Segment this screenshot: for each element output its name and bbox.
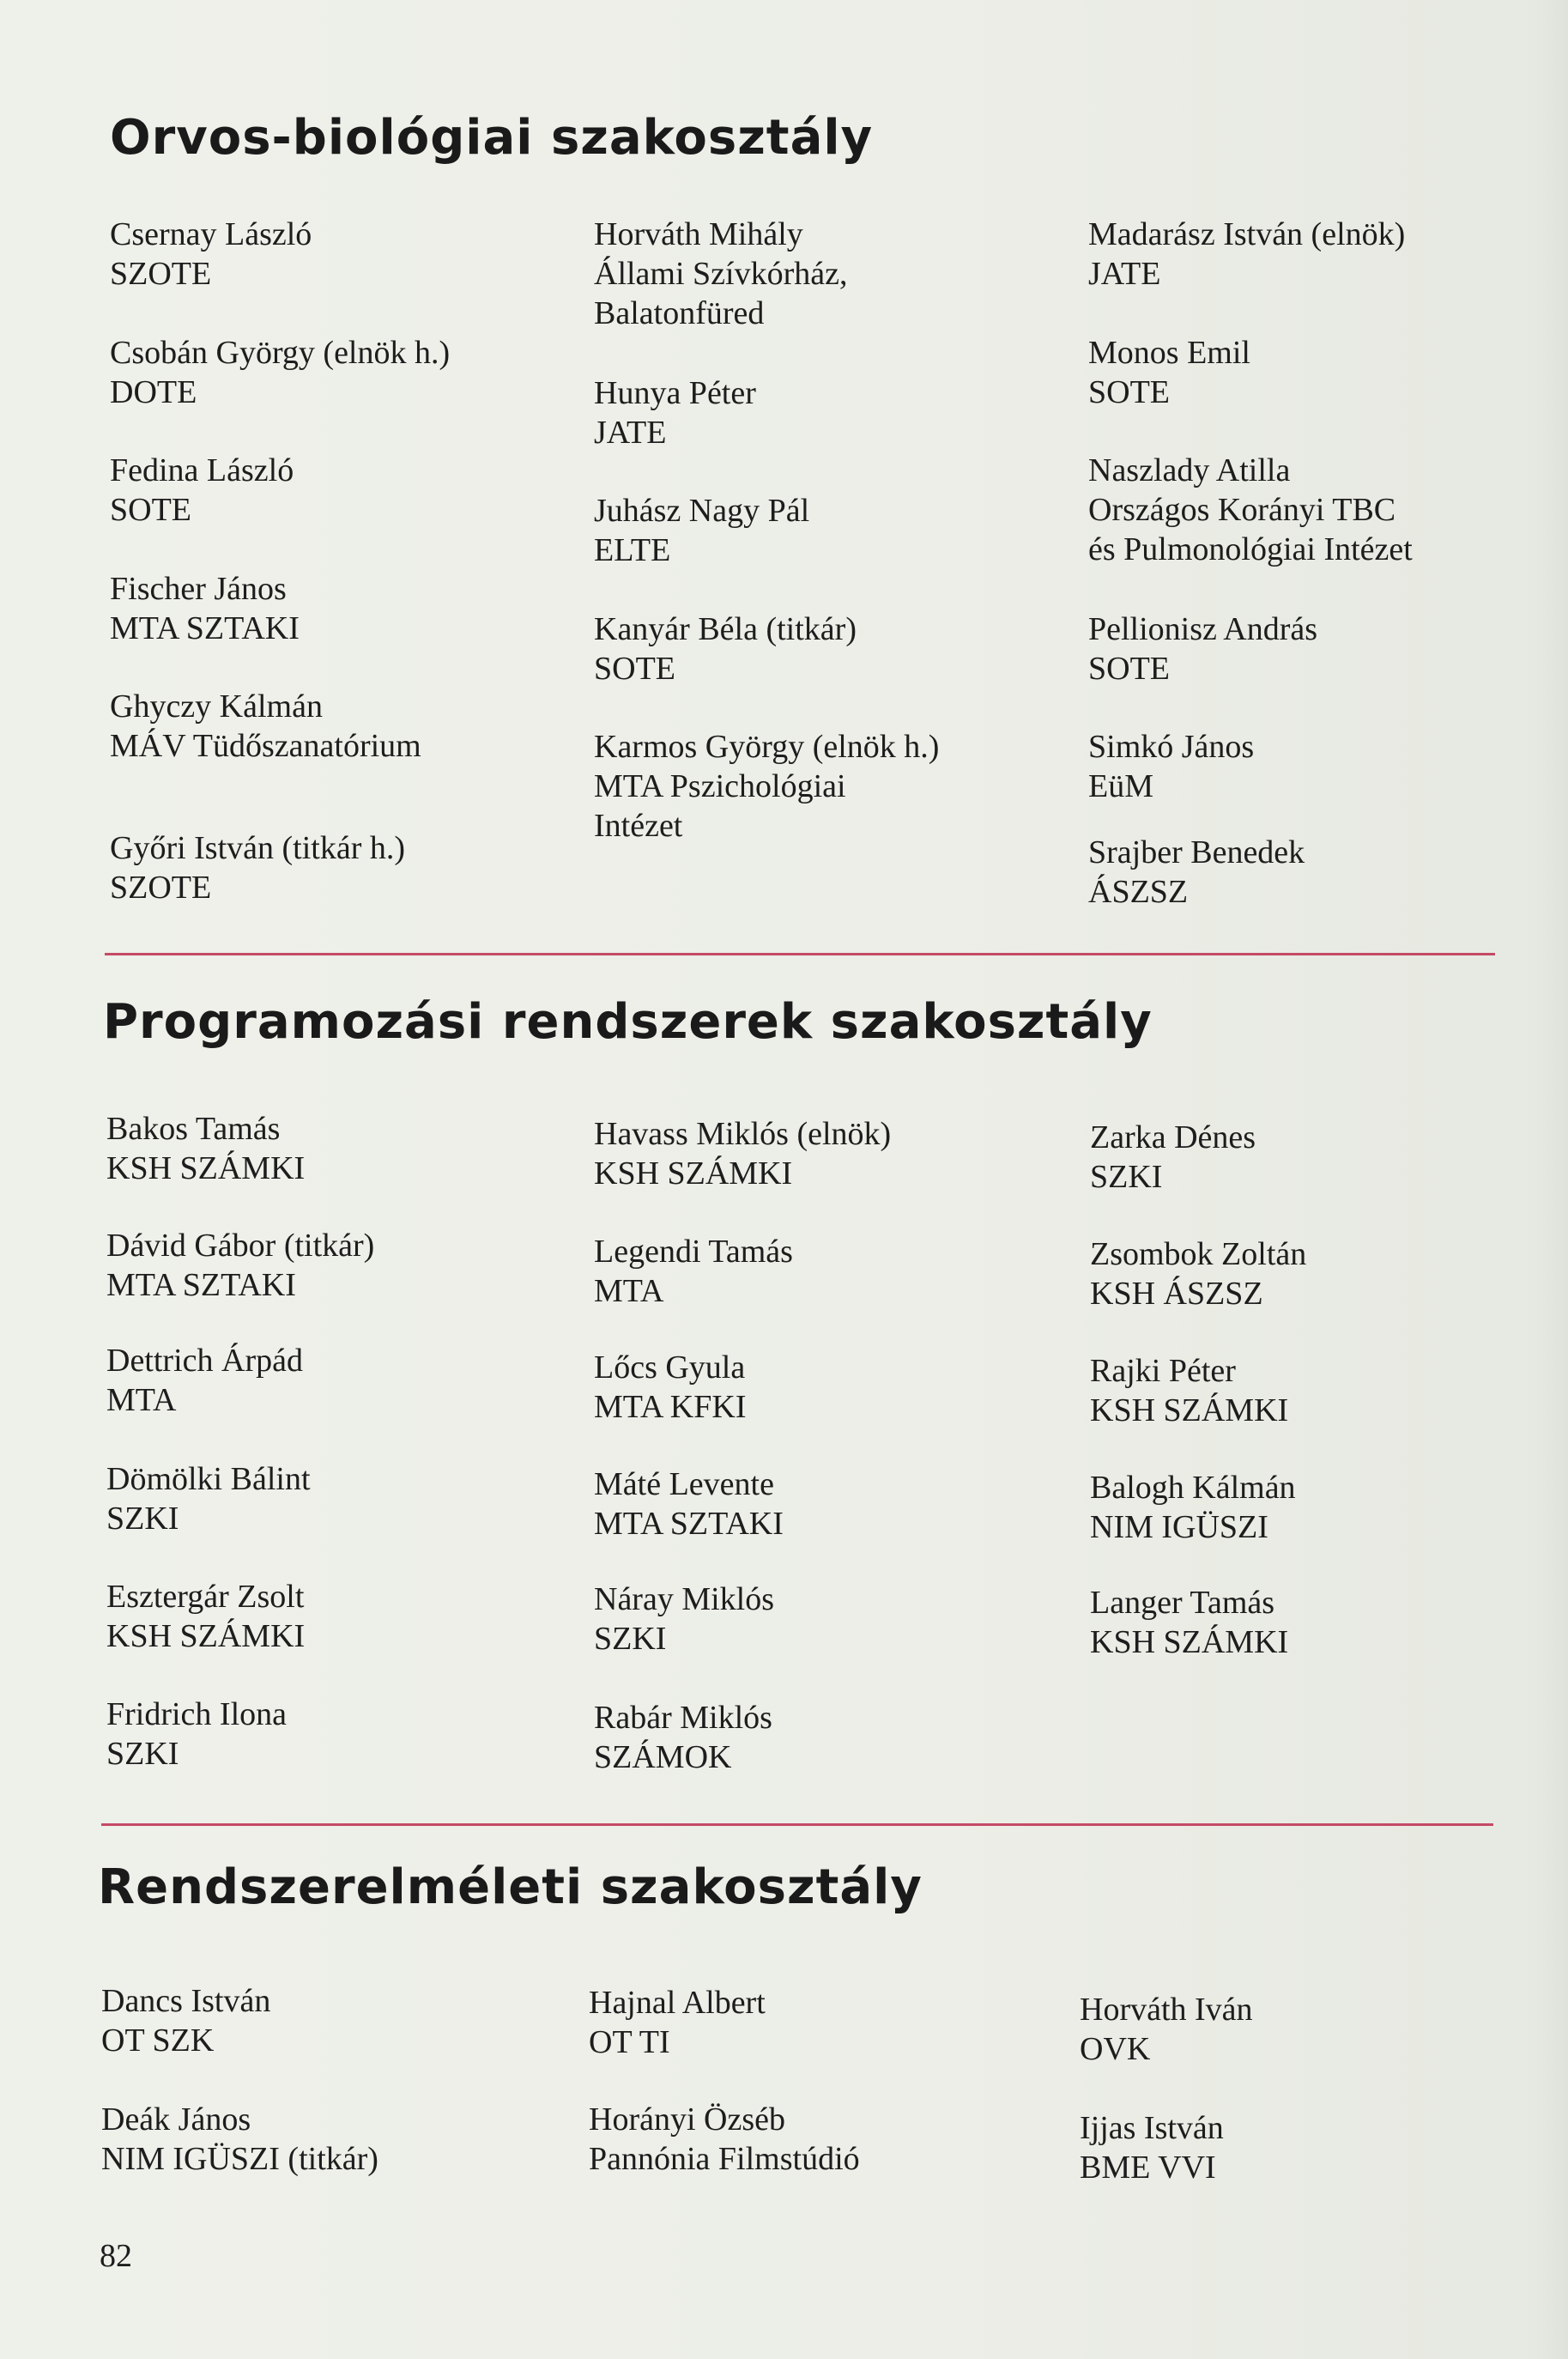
member-entry: Ijjas István BME VVI (1080, 2110, 1224, 2186)
member-entry: Csernay László SZOTE (110, 216, 312, 292)
member-entry: Deák János NIM IGÜSZI (titkár) (101, 2101, 378, 2177)
member-entry: Pellionisz András SOTE (1088, 611, 1318, 687)
member-entry: Fedina László SOTE (110, 452, 294, 528)
section-divider (105, 953, 1495, 955)
section-title-programozasi-rendszerek: Programozási rendszerek szakosztály (103, 994, 1153, 1050)
member-entry: Horváth Mihály Állami Szívkórház, Balatonfüred (594, 216, 848, 331)
member-entry: Zarka Dénes SZKI (1090, 1119, 1256, 1195)
member-entry: Horváth Iván OVK (1080, 1992, 1253, 2067)
member-entry: Karmos György (elnök h.) MTA Pszichológiai Intézet (594, 729, 940, 844)
member-entry: Náray Miklós SZKI (594, 1581, 775, 1657)
member-entry: Lőcs Gyula MTA KFKI (594, 1349, 747, 1425)
member-entry: Zsombok Zoltán KSH ÁSZSZ (1090, 1236, 1307, 1312)
section-title-rendszerelmeleti: Rendszerelméleti szakosztály (98, 1859, 923, 1915)
member-entry: Rabár Miklós SZÁMOK (594, 1700, 772, 1775)
section-divider (101, 1823, 1493, 1826)
member-entry: Simkó János EüM (1088, 729, 1255, 804)
member-entry: Bakos Tamás KSH SZÁMKI (106, 1111, 306, 1186)
member-entry: Langer Tamás KSH SZÁMKI (1090, 1585, 1289, 1660)
member-entry: Naszlady Atilla Országos Korányi TBC és Pulmonológiai Intézet (1088, 452, 1413, 567)
member-entry: Dancs István OT SZK (101, 1983, 271, 2059)
member-entry: Csobán György (elnök h.) DOTE (110, 335, 451, 410)
member-entry: Srajber Benedek ÁSZSZ (1088, 834, 1305, 910)
member-entry: Győri István (titkár h.) SZOTE (110, 830, 406, 906)
member-entry: Dettrich Árpád MTA (106, 1343, 303, 1418)
member-entry: Máté Levente MTA SZTAKI (594, 1466, 784, 1542)
member-entry: Ghyczy Kálmán MÁV Tüdőszanatórium (110, 688, 421, 764)
member-entry: Horányi Özséb Pannónia Filmstúdió (589, 2101, 860, 2177)
member-entry: Rajki Péter KSH SZÁMKI (1090, 1353, 1289, 1428)
member-entry: Fischer János MTA SZTAKI (110, 571, 300, 646)
member-entry: Legendi Tamás MTA (594, 1234, 793, 1309)
member-entry: Havass Miklós (elnök) KSH SZÁMKI (594, 1116, 892, 1192)
member-entry: Esztergár Zsolt KSH SZÁMKI (106, 1579, 306, 1654)
page-edge-shadow (1534, 0, 1568, 2359)
member-entry: Fridrich Ilona SZKI (106, 1696, 288, 1772)
member-entry: Hajnal Albert OT TI (589, 1985, 766, 2060)
member-entry: Dömölki Bálint SZKI (106, 1461, 311, 1537)
section-title-orvos-biologiai: Orvos-biológiai szakosztály (110, 110, 874, 166)
member-entry: Kanyár Béla (titkár) SOTE (594, 611, 857, 687)
member-entry: Hunya Péter JATE (594, 375, 756, 451)
member-entry: Balogh Kálmán NIM IGÜSZI (1090, 1470, 1296, 1545)
member-entry: Juhász Nagy Pál ELTE (594, 493, 810, 568)
page-number: 82 (100, 2238, 132, 2274)
member-entry: Madarász István (elnök) JATE (1088, 216, 1406, 292)
member-entry: Monos Emil SOTE (1088, 335, 1250, 410)
member-entry: Dávid Gábor (titkár) MTA SZTAKI (106, 1228, 375, 1303)
